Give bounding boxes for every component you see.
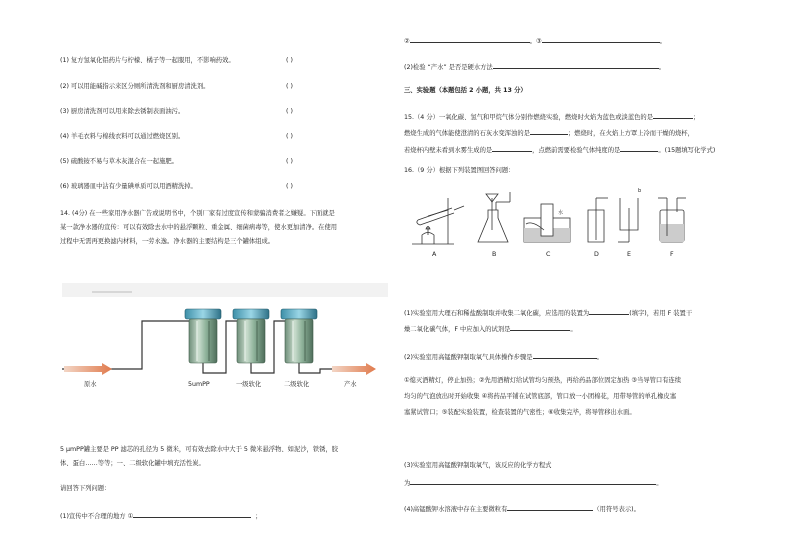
tank-primary-softener	[233, 309, 269, 363]
q16-1-line-2	[404, 324, 577, 334]
q14-line-3: 过程中无需再更换滤内材料，一劳永逸。净水器的主要结构是三个罐体组成。	[60, 238, 275, 245]
apparatus-a	[412, 198, 464, 244]
q15-text-2: 燃烧生成的气体能使澄清的石灰水变浑浊的是	[404, 130, 530, 137]
q16-1-text-a: (1)实验室用大理石和稀盐酸制取并收集二氧化碳，应选用的装置为	[404, 310, 590, 317]
q15-blank-4[interactable]	[620, 145, 658, 152]
q14-1-mark-3: 。③	[529, 38, 542, 45]
q14-2-end: 。	[658, 64, 666, 71]
q16-4-text: (4)高锰酸钾水溶液中存在主要微粒有	[404, 506, 508, 513]
q14-desc-line-1: 5 μmPP罐主要是 PP 滤芯的孔径为 5 微米，可有效去除水中大于 5 微米悬浮物、如泥沙，铁锈，胶	[60, 446, 339, 453]
q15-text-3-mid: ，点燃前需要检验气体纯度的是	[532, 147, 621, 154]
q15-text-3: 若烧杯内壁未看到水雾生成的是	[404, 147, 493, 154]
statement-6: (6) 玻璃器皿中沾有少量碘单质可以用酒精洗掉。	[60, 183, 197, 190]
q15-blank-3[interactable]	[492, 145, 532, 152]
q14-2-row	[404, 62, 665, 72]
q15-text-3-end: 。(15题填写化学式)	[658, 147, 716, 154]
q15-text-1-end: ；	[693, 114, 700, 121]
q16-1-text-c: 燥二氧化碳气体，F 中应加入的试剂是	[404, 326, 511, 333]
label-secondary-softener: 二级软化	[284, 381, 310, 388]
q15-line-1	[404, 112, 699, 122]
answer-paren-5[interactable]: ( )	[286, 158, 293, 165]
apparatus-e-note: b	[638, 188, 642, 194]
q16-2-end: 。	[596, 354, 603, 361]
label-product-water: 产水	[344, 381, 357, 388]
statement-1: (1) 复方氢氧化铝药片与柠檬、橘子等一起服用，不影响药效。	[60, 57, 235, 64]
q14-1-row	[60, 511, 262, 521]
apparatus-d	[588, 198, 608, 242]
apparatus-label-f: F	[670, 251, 674, 258]
outlet-arrow	[332, 363, 376, 375]
apparatus-c	[524, 204, 570, 242]
q15-blank-2[interactable]	[530, 128, 568, 135]
tank-5umpp	[185, 309, 221, 363]
answer-paren-1[interactable]: ( )	[286, 57, 293, 64]
q16-4-line	[404, 504, 640, 514]
answer-paren-3[interactable]: ( )	[286, 108, 293, 115]
water-purifier-diagram	[62, 283, 388, 395]
section-title: 三、实验题（本题包括 2 小题，共 13 分）	[404, 87, 527, 94]
diagram-header-band	[62, 283, 388, 297]
q14-1-label: (1)宣传中不合理的地方 ①	[60, 513, 134, 520]
q16-1-blank-2[interactable]	[510, 324, 570, 331]
q16-3-text-b: 为	[404, 480, 411, 487]
q16-4-blank[interactable]	[507, 504, 593, 511]
statement-3: (3) 厨房清洗剂可以用来除去锈制表面油污。	[60, 108, 185, 115]
q16-3-end: 。	[656, 480, 663, 487]
q16-4-end: （用符号表示)。	[593, 506, 640, 513]
q14-1-end: ；	[255, 513, 262, 520]
label-5umpp: 5umPP	[188, 381, 210, 388]
q16-steps-line-2: 均匀的气泡放出时开始收集 ④将药品平铺在试管底部，管口放一小团棉花，用带导管的单孔橡皮塞	[404, 393, 677, 400]
label-primary-softener: 一级软化	[236, 381, 262, 388]
tank-secondary-softener	[281, 309, 317, 363]
q14-1-blank-2[interactable]	[410, 36, 530, 43]
q16-2-text: (2)实验室用高锰酸钾制取氧气具体操作步骤是	[404, 354, 533, 361]
apparatus-label-e: E	[627, 251, 631, 258]
q16-3-line-1: (3)实验室用高锰酸钾制取氧气，该反应的化学方程式	[404, 462, 552, 469]
answer-paren-6[interactable]: ( )	[286, 183, 293, 190]
q16-2-blank[interactable]	[533, 352, 597, 359]
q14-1-cont-row	[404, 36, 666, 46]
apparatus-e	[618, 188, 641, 242]
apparatus-diagrams	[408, 180, 693, 260]
inlet-pipe	[62, 321, 190, 369]
q14-1-cont-end: 。	[659, 38, 666, 45]
apparatus-label-c: C	[546, 251, 551, 258]
q15-blank-1[interactable]	[653, 112, 693, 119]
apparatus-label-b: B	[492, 251, 497, 258]
q14-1-mark-2: ②	[404, 38, 410, 45]
q15-text-1: 15.（4 分）一氧化碳、氢气和甲烷气体分别作燃烧实验，燃烧时火焰为蓝色或淡蓝色的是	[404, 114, 654, 121]
statement-5: (5) 硫酸铵不易与草木灰混合在一起施肥。	[60, 158, 178, 165]
q16-1-text-d: 。	[570, 326, 577, 333]
q16-3-blank[interactable]	[410, 478, 656, 485]
q14-desc-line-2: 体、蛋白……等等；一、二级软化罐中填充活性炭。	[60, 460, 205, 467]
q14-1-blank-1[interactable]	[133, 511, 251, 518]
q16-1-line-1	[404, 308, 692, 318]
q14-1-blank-3[interactable]	[542, 36, 660, 43]
q16-title: 16.（9 分）根据下列装置图回答问题：	[404, 167, 515, 174]
label-raw-water: 原水	[84, 381, 97, 388]
q14-2-blank[interactable]	[493, 62, 659, 69]
answer-paren-2[interactable]: ( )	[286, 83, 293, 90]
q16-3-line-2	[404, 478, 663, 488]
ask-prompt: 请回答下列问题：	[60, 485, 111, 492]
answer-paren-4[interactable]: ( )	[286, 133, 293, 140]
q14-2-label: (2)检验 “产水” 是否是硬水方法	[404, 64, 493, 71]
statement-2: (2) 可以用能碱指示来区分厕所清洗剂和厨房清洗剂。	[60, 83, 210, 90]
q15-line-3	[404, 145, 715, 155]
statement-4: (4) 羊毛衣料与棉线衣料可以通过燃烧区别。	[60, 133, 185, 140]
inlet-arrow	[64, 363, 112, 375]
apparatus-c-water-note: 水	[558, 210, 564, 216]
q16-2-line	[404, 352, 603, 362]
q15-text-2-mid: ；燃烧时，在火焰上方罩上冷而干燥的烧杯，	[567, 130, 694, 137]
q14-line-1: 14. (4分) 在一些家用净水器广告或说明书中，个别厂家有过度宣传和蒙骗消费者之嫌疑。下面就是	[60, 210, 335, 217]
apparatus-label-a: A	[432, 251, 437, 258]
q15-line-2	[404, 128, 694, 138]
apparatus-b	[478, 192, 510, 242]
apparatus-f	[658, 198, 686, 242]
q16-steps-line-3: 塞紧试管口；⑤装配实验装置，检查装置的气密性；⑥收集完毕，将导管移出水面。	[404, 409, 636, 416]
q14-line-2: 某一款净水器的宣传：可以有效除去水中的悬浮颗粒、重金属、细菌病毒等，使水更加清净。在使用	[60, 224, 338, 231]
apparatus-label-d: D	[594, 251, 599, 258]
q16-1-text-b: (填字)，若用 F 装置干	[629, 310, 693, 317]
q16-1-blank-1[interactable]	[589, 308, 629, 315]
q16-steps-line-1: ①熄灭酒精灯，停止加热；②先用酒精灯给试管均匀预热，再给药品部位固定加热 ③当导管口有连续	[404, 377, 682, 384]
